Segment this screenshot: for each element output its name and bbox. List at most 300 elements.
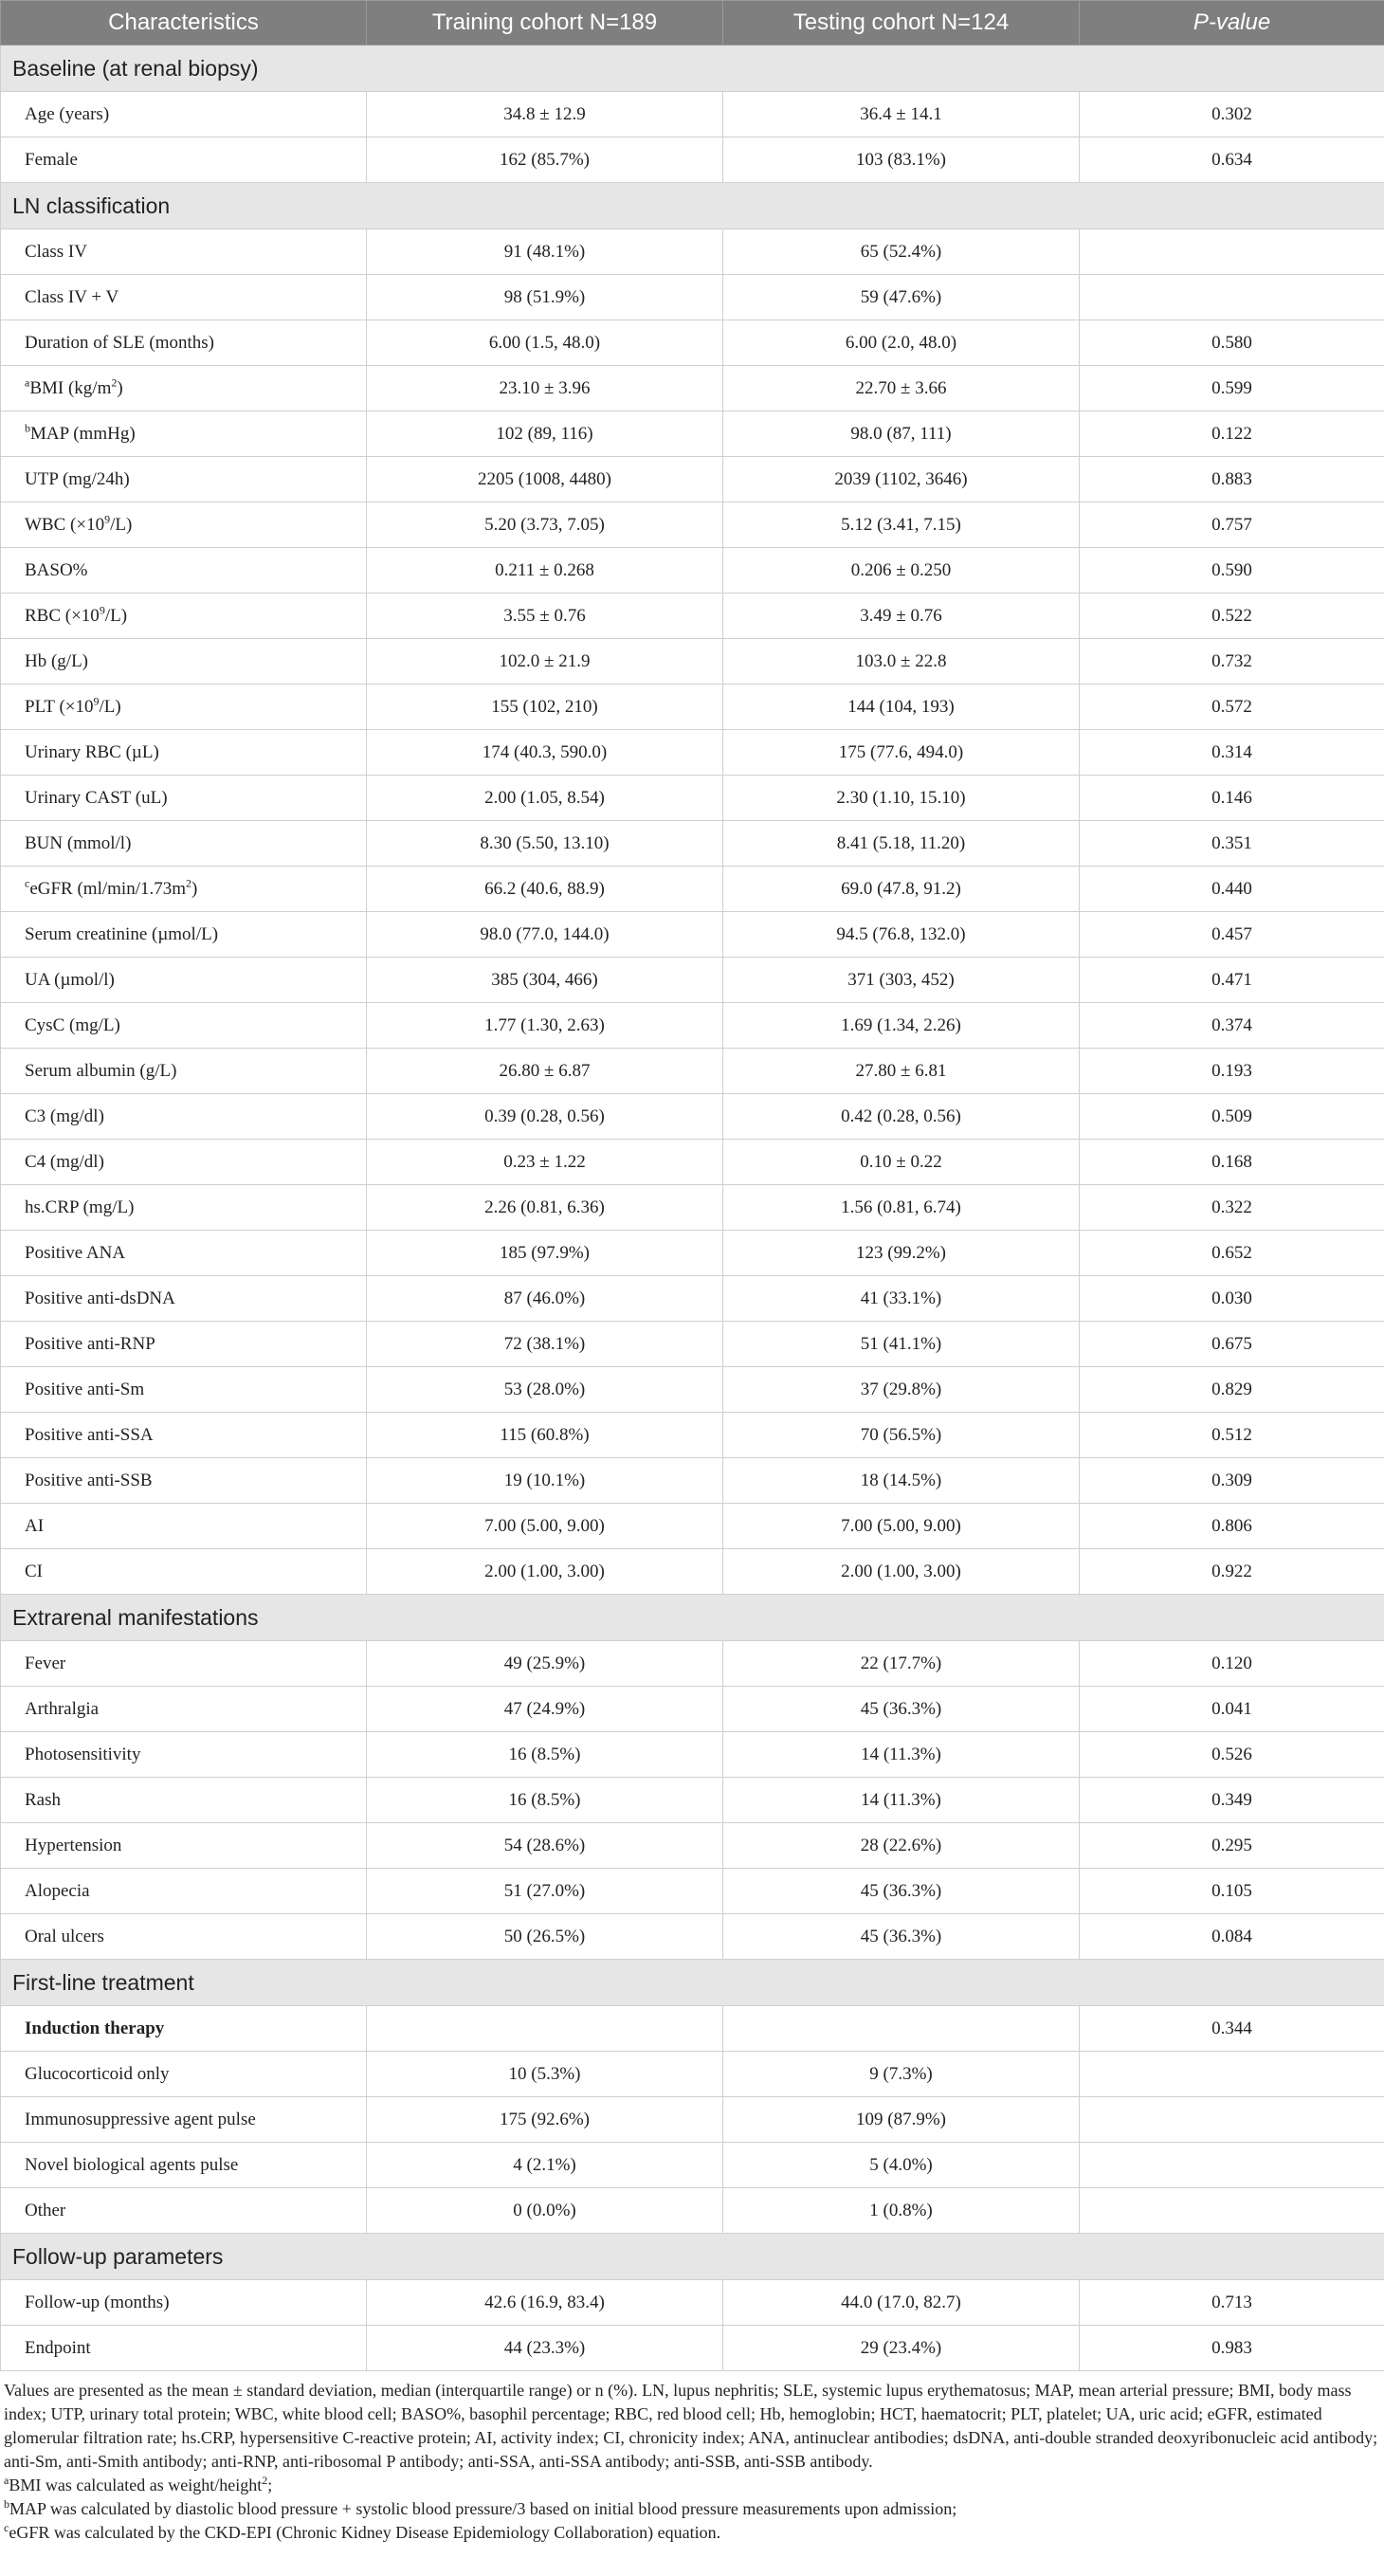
training-value: 8.30 (5.50, 13.10) [367, 821, 723, 867]
superscript: 9 [99, 603, 105, 617]
table-row [1, 776, 1384, 821]
row-label [1, 92, 367, 137]
testing-value: 1.56 (0.81, 6.74) [723, 1185, 1080, 1231]
row-label [1, 685, 367, 730]
p-value: 0.983 [1080, 2326, 1384, 2371]
training-value: 155 (102, 210) [367, 685, 723, 730]
testing-value: 45 (36.3%) [723, 1687, 1080, 1732]
table-row [1, 1231, 1384, 1276]
testing-value: 123 (99.2%) [723, 1231, 1080, 1276]
row-label [1, 1049, 367, 1094]
row-label [1, 1322, 367, 1367]
testing-value: 36.4 ± 14.1 [723, 92, 1080, 137]
row-label [1, 2006, 367, 2052]
label-text: Immunosuppressive agent pulse [25, 2109, 256, 2129]
superscript: 9 [93, 694, 100, 708]
row-label [1, 1687, 367, 1732]
row-label [1, 1641, 367, 1687]
training-value: 2.26 (0.81, 6.36) [367, 1185, 723, 1231]
p-value: 0.314 [1080, 730, 1384, 776]
label-suffix: /L) [110, 514, 133, 535]
label-text: Positive anti-SSB [25, 1470, 153, 1490]
training-value: 50 (26.5%) [367, 1914, 723, 1960]
table-row [1, 1276, 1384, 1322]
p-value: 0.302 [1080, 92, 1384, 137]
table-row [1, 2280, 1384, 2326]
p-value: 0.309 [1080, 1458, 1384, 1504]
p-value: 0.349 [1080, 1778, 1384, 1823]
label-text: BUN (mmol/l) [25, 832, 132, 853]
row-label [1, 1732, 367, 1778]
training-value: 87 (46.0%) [367, 1276, 723, 1322]
label-text: Urinary CAST (uL) [25, 787, 168, 808]
row-label [1, 548, 367, 594]
table-row [1, 457, 1384, 502]
label-suffix: ) [117, 377, 123, 398]
label-text: CI [25, 1561, 43, 1581]
label-text: Arthralgia [25, 1698, 100, 1719]
label-text: WBC (×10 [25, 514, 105, 535]
testing-value: 5 (4.0%) [723, 2143, 1080, 2188]
row-label [1, 1231, 367, 1276]
training-value: 53 (28.0%) [367, 1367, 723, 1413]
table-row [1, 867, 1384, 912]
row-label [1, 229, 367, 275]
label-text: MAP (mmHg) [30, 423, 136, 444]
testing-value: 59 (47.6%) [723, 275, 1080, 320]
table-row [1, 92, 1384, 137]
table-row [1, 1549, 1384, 1595]
training-value: 16 (8.5%) [367, 1778, 723, 1823]
table-row [1, 137, 1384, 183]
header-training-cohort: Training cohort N=189 [367, 1, 723, 46]
table-row [1, 821, 1384, 867]
testing-value: 103 (83.1%) [723, 137, 1080, 183]
training-value: 2.00 (1.05, 8.54) [367, 776, 723, 821]
testing-value: 22 (17.7%) [723, 1641, 1080, 1687]
testing-value: 3.49 ± 0.76 [723, 594, 1080, 639]
p-value: 0.344 [1080, 2006, 1384, 2052]
table-row [1, 1778, 1384, 1823]
row-label [1, 1869, 367, 1914]
training-value: 2.00 (1.00, 3.00) [367, 1549, 723, 1595]
label-text: Positive anti-dsDNA [25, 1288, 175, 1308]
header-p-value: P-value [1080, 1, 1384, 46]
training-value: 0.23 ± 1.22 [367, 1140, 723, 1185]
testing-value: 0.10 ± 0.22 [723, 1140, 1080, 1185]
label-text: Class IV [25, 241, 87, 262]
training-value: 102 (89, 116) [367, 411, 723, 457]
training-value: 49 (25.9%) [367, 1641, 723, 1687]
testing-value: 6.00 (2.0, 48.0) [723, 320, 1080, 366]
row-label [1, 502, 367, 548]
label-text: Glucocorticoid only [25, 2063, 170, 2084]
p-value: 0.351 [1080, 821, 1384, 867]
superscript: 9 [104, 512, 111, 526]
row-label [1, 2097, 367, 2143]
testing-value: 109 (87.9%) [723, 2097, 1080, 2143]
testing-value: 14 (11.3%) [723, 1732, 1080, 1778]
testing-value: 65 (52.4%) [723, 229, 1080, 275]
label-text: Hb (g/L) [25, 650, 89, 671]
p-value: 0.522 [1080, 594, 1384, 639]
training-value: 16 (8.5%) [367, 1732, 723, 1778]
testing-value: 2039 (1102, 3646) [723, 457, 1080, 502]
table-row [1, 502, 1384, 548]
table-row [1, 1185, 1384, 1231]
training-value: 19 (10.1%) [367, 1458, 723, 1504]
label-text: Positive anti-SSA [25, 1424, 154, 1445]
row-label [1, 1094, 367, 1140]
testing-value: 0.42 (0.28, 0.56) [723, 1094, 1080, 1140]
label-text: Positive anti-RNP [25, 1333, 155, 1354]
testing-value: 45 (36.3%) [723, 1914, 1080, 1960]
label-text: BASO% [25, 559, 88, 580]
table-row [1, 1687, 1384, 1732]
p-value [1080, 2052, 1384, 2097]
label-text: Duration of SLE (months) [25, 332, 215, 353]
testing-value: 28 (22.6%) [723, 1823, 1080, 1869]
table-row [1, 1367, 1384, 1413]
label-text: Class IV + V [25, 286, 119, 307]
label-text: Endpoint [25, 2337, 91, 2358]
footnote-marker: c [25, 876, 30, 890]
row-label [1, 1458, 367, 1504]
label-text: eGFR (ml/min/1.73m [29, 878, 187, 899]
table-row [1, 1094, 1384, 1140]
table-row [1, 639, 1384, 685]
p-value: 0.105 [1080, 1869, 1384, 1914]
row-label [1, 2188, 367, 2234]
table-row [1, 1504, 1384, 1549]
label-text: BMI (kg/m [29, 377, 112, 398]
label-text: Induction therapy [25, 2018, 165, 2038]
p-value: 0.295 [1080, 1823, 1384, 1869]
label-text: Oral ulcers [25, 1926, 104, 1946]
table-row [1, 2143, 1384, 2188]
p-value: 0.675 [1080, 1322, 1384, 1367]
p-value [1080, 2097, 1384, 2143]
row-label [1, 2143, 367, 2188]
table-row [1, 1140, 1384, 1185]
section-title: LN classification [1, 183, 1384, 229]
row-label [1, 776, 367, 821]
row-label [1, 1778, 367, 1823]
label-text: Fever [25, 1653, 66, 1673]
row-label [1, 639, 367, 685]
table-row [1, 730, 1384, 776]
training-value: 51 (27.0%) [367, 1869, 723, 1914]
p-value: 0.084 [1080, 1914, 1384, 1960]
footnote-c: $^c$eGFR was calculated by the CKD-EPI (Chronic Kidney Disease Epidemiology Collaboration) equation. [4, 2521, 721, 2542]
section-header-row [1, 1960, 1384, 2006]
training-value: 26.80 ± 6.87 [367, 1049, 723, 1094]
p-value: 0.120 [1080, 1641, 1384, 1687]
row-label [1, 594, 367, 639]
row-label [1, 2280, 367, 2326]
label-text: Other [25, 2200, 66, 2220]
p-value [1080, 2143, 1384, 2188]
p-value: 0.041 [1080, 1687, 1384, 1732]
table-row [1, 1003, 1384, 1049]
label-text: Follow-up (months) [25, 2292, 170, 2312]
row-label [1, 1140, 367, 1185]
label-text: Serum albumin (g/L) [25, 1060, 177, 1081]
testing-value: 98.0 (87, 111) [723, 411, 1080, 457]
testing-value: 144 (104, 193) [723, 685, 1080, 730]
table-row [1, 912, 1384, 958]
p-value: 0.599 [1080, 366, 1384, 411]
table-row [1, 229, 1384, 275]
label-suffix: /L) [104, 605, 128, 626]
section-header-row [1, 2234, 1384, 2280]
table-row [1, 411, 1384, 457]
superscript: 2 [111, 375, 118, 390]
p-value: 0.457 [1080, 912, 1384, 958]
training-value: 98 (51.9%) [367, 275, 723, 320]
label-text: PLT (×10 [25, 696, 94, 717]
testing-value: 14 (11.3%) [723, 1778, 1080, 1823]
table-row [1, 1049, 1384, 1094]
testing-value: 41 (33.1%) [723, 1276, 1080, 1322]
p-value: 0.652 [1080, 1231, 1384, 1276]
row-label [1, 958, 367, 1003]
label-text: Positive ANA [25, 1242, 126, 1263]
label-text: Age (years) [25, 103, 110, 124]
footnotes [0, 2371, 1384, 2545]
testing-value: 70 (56.5%) [723, 1413, 1080, 1458]
row-label [1, 366, 367, 411]
table-row [1, 2006, 1384, 2052]
footnote-marker: a [25, 375, 30, 390]
label-text: Urinary RBC (µL) [25, 741, 159, 762]
p-value: 0.572 [1080, 685, 1384, 730]
p-value: 0.526 [1080, 1732, 1384, 1778]
p-value: 0.374 [1080, 1003, 1384, 1049]
training-value: 44 (23.3%) [367, 2326, 723, 2371]
row-label [1, 1367, 367, 1413]
header-testing-cohort: Testing cohort N=124 [723, 1, 1080, 46]
testing-value [723, 2006, 1080, 2052]
section-title: First-line treatment [1, 1960, 1384, 2006]
training-value: 2205 (1008, 4480) [367, 457, 723, 502]
footnote-b: $^b$MAP was calculated by diastolic blood pressure + systolic blood pressure/3 based on initial blood pressure measurements upon admission; [4, 2497, 957, 2518]
table-row [1, 1823, 1384, 1869]
p-value: 0.146 [1080, 776, 1384, 821]
training-value: 98.0 (77.0, 144.0) [367, 912, 723, 958]
footnote-marker: b [25, 421, 30, 435]
testing-value: 103.0 ± 22.8 [723, 639, 1080, 685]
training-value: 6.00 (1.5, 48.0) [367, 320, 723, 366]
table-row [1, 320, 1384, 366]
training-value: 3.55 ± 0.76 [367, 594, 723, 639]
table-row [1, 685, 1384, 730]
label-text: Positive anti-Sm [25, 1379, 145, 1399]
testing-value: 27.80 ± 6.81 [723, 1049, 1080, 1094]
testing-value: 2.30 (1.10, 15.10) [723, 776, 1080, 821]
training-value: 4 (2.1%) [367, 2143, 723, 2188]
testing-value: 69.0 (47.8, 91.2) [723, 867, 1080, 912]
table-body [1, 46, 1384, 2371]
row-label [1, 1003, 367, 1049]
label-suffix: /L) [99, 696, 121, 717]
p-value: 0.634 [1080, 137, 1384, 183]
testing-value: 18 (14.5%) [723, 1458, 1080, 1504]
training-value: 162 (85.7%) [367, 137, 723, 183]
label-text: UTP (mg/24h) [25, 468, 130, 489]
label-text: hs.CRP (mg/L) [25, 1197, 135, 1217]
p-value [1080, 275, 1384, 320]
testing-value: 371 (303, 452) [723, 958, 1080, 1003]
table-row [1, 2326, 1384, 2371]
testing-value: 45 (36.3%) [723, 1869, 1080, 1914]
label-text: RBC (×10 [25, 605, 100, 626]
table-row [1, 275, 1384, 320]
section-title: Follow-up parameters [1, 2234, 1384, 2280]
testing-value: 175 (77.6, 494.0) [723, 730, 1080, 776]
label-text: C4 (mg/dl) [25, 1151, 104, 1172]
training-value: 115 (60.8%) [367, 1413, 723, 1458]
testing-value: 29 (23.4%) [723, 2326, 1080, 2371]
p-value: 0.806 [1080, 1504, 1384, 1549]
p-value [1080, 229, 1384, 275]
row-label [1, 411, 367, 457]
p-value: 0.440 [1080, 867, 1384, 912]
table-row [1, 1458, 1384, 1504]
p-value: 0.922 [1080, 1549, 1384, 1595]
label-text: Hypertension [25, 1835, 122, 1855]
footnote-a: $^a$BMI was calculated as weight/height$^2$; [4, 2474, 273, 2494]
row-label [1, 1914, 367, 1960]
row-label [1, 730, 367, 776]
row-label [1, 1413, 367, 1458]
training-value: 385 (304, 466) [367, 958, 723, 1003]
row-label [1, 1823, 367, 1869]
testing-value: 9 (7.3%) [723, 2052, 1080, 2097]
training-value: 185 (97.9%) [367, 1231, 723, 1276]
training-value: 34.8 ± 12.9 [367, 92, 723, 137]
p-value: 0.883 [1080, 457, 1384, 502]
testing-value: 7.00 (5.00, 9.00) [723, 1504, 1080, 1549]
testing-value: 94.5 (76.8, 132.0) [723, 912, 1080, 958]
training-value: 66.2 (40.6, 88.9) [367, 867, 723, 912]
label-text: Novel biological agents pulse [25, 2154, 239, 2175]
p-value [1080, 2188, 1384, 2234]
section-title: Extrarenal manifestations [1, 1595, 1384, 1641]
header-row [1, 1, 1384, 46]
section-header-row [1, 1595, 1384, 1641]
table-row [1, 2097, 1384, 2143]
label-suffix: ) [191, 878, 198, 899]
table-row [1, 594, 1384, 639]
row-label [1, 2326, 367, 2371]
row-label [1, 867, 367, 912]
training-value [367, 2006, 723, 2052]
row-label [1, 2052, 367, 2097]
testing-value: 1.69 (1.34, 2.26) [723, 1003, 1080, 1049]
row-label [1, 1185, 367, 1231]
table-row [1, 548, 1384, 594]
table-row [1, 2052, 1384, 2097]
table-row [1, 1322, 1384, 1367]
training-value: 102.0 ± 21.9 [367, 639, 723, 685]
table-row [1, 958, 1384, 1003]
training-value: 0.211 ± 0.268 [367, 548, 723, 594]
p-value: 0.471 [1080, 958, 1384, 1003]
testing-value: 0.206 ± 0.250 [723, 548, 1080, 594]
superscript: 2 [186, 876, 192, 890]
table-row [1, 1914, 1384, 1960]
row-label [1, 1276, 367, 1322]
table-row [1, 1869, 1384, 1914]
label-text: Rash [25, 1789, 61, 1810]
section-header-row [1, 46, 1384, 92]
testing-value: 37 (29.8%) [723, 1367, 1080, 1413]
p-value: 0.580 [1080, 320, 1384, 366]
training-value: 5.20 (3.73, 7.05) [367, 502, 723, 548]
table-row [1, 1413, 1384, 1458]
training-value: 54 (28.6%) [367, 1823, 723, 1869]
label-text: UA (µmol/l) [25, 969, 115, 990]
table-row [1, 1641, 1384, 1687]
label-text: AI [25, 1515, 45, 1536]
section-title: Baseline (at renal biopsy) [1, 46, 1384, 92]
p-value: 0.509 [1080, 1094, 1384, 1140]
p-value: 0.322 [1080, 1185, 1384, 1231]
label-text: CysC (mg/L) [25, 1014, 120, 1035]
label-text: Serum creatinine (µmol/L) [25, 923, 219, 944]
p-value: 0.713 [1080, 2280, 1384, 2326]
training-value: 1.77 (1.30, 2.63) [367, 1003, 723, 1049]
p-value: 0.829 [1080, 1367, 1384, 1413]
p-value: 0.193 [1080, 1049, 1384, 1094]
row-label [1, 320, 367, 366]
p-value: 0.122 [1080, 411, 1384, 457]
p-value: 0.512 [1080, 1413, 1384, 1458]
testing-value: 5.12 (3.41, 7.15) [723, 502, 1080, 548]
p-value: 0.732 [1080, 639, 1384, 685]
testing-value: 2.00 (1.00, 3.00) [723, 1549, 1080, 1595]
row-label [1, 275, 367, 320]
row-label [1, 821, 367, 867]
table-row [1, 1732, 1384, 1778]
training-value: 10 (5.3%) [367, 2052, 723, 2097]
p-value: 0.590 [1080, 548, 1384, 594]
training-value: 7.00 (5.00, 9.00) [367, 1504, 723, 1549]
row-label [1, 1504, 367, 1549]
row-label [1, 1549, 367, 1595]
testing-value: 8.41 (5.18, 11.20) [723, 821, 1080, 867]
training-value: 42.6 (16.9, 83.4) [367, 2280, 723, 2326]
section-header-row [1, 183, 1384, 229]
training-value: 0.39 (0.28, 0.56) [367, 1094, 723, 1140]
testing-value: 22.70 ± 3.66 [723, 366, 1080, 411]
footnote-main: Values are presented as the mean ± standard deviation, median (interquartile range) or n (%). LN, lupus nephritis; SLE, systemic lupus erythematosus; MAP, mean arterial pressure; BMI, body mass index; UTP, urinary total protein; WBC, white blood cell; BASO%, basophil percentage; RBC, red blood cell; Hb, hemoglobin; HCT, haematocrit; PLT, platelet; UA, uric acid; eGFR, estimated glomerular filtration rate; hs.CRP, hypersensitive C-reactive protein; AI, activity index; CI, chronicity index; ANA, antinuclear antibodies; dsDNA, anti-double stranded deoxyribonucleic acid antibody; anti-Sm, anti-Smith antibody; anti-RNP, anti-ribosomal P antibody; anti-SSA, anti-SSA antibody; anti-SSB, anti-SSB antibody. [4, 2381, 1378, 2471]
training-value: 174 (40.3, 590.0) [367, 730, 723, 776]
row-label [1, 457, 367, 502]
training-value: 91 (48.1%) [367, 229, 723, 275]
p-value: 0.168 [1080, 1140, 1384, 1185]
p-value: 0.757 [1080, 502, 1384, 548]
testing-value: 1 (0.8%) [723, 2188, 1080, 2234]
label-text: C3 (mg/dl) [25, 1105, 104, 1126]
training-value: 23.10 ± 3.96 [367, 366, 723, 411]
row-label [1, 137, 367, 183]
testing-value: 51 (41.1%) [723, 1322, 1080, 1367]
header-characteristics: Characteristics [1, 1, 367, 46]
training-value: 72 (38.1%) [367, 1322, 723, 1367]
table-row [1, 2188, 1384, 2234]
